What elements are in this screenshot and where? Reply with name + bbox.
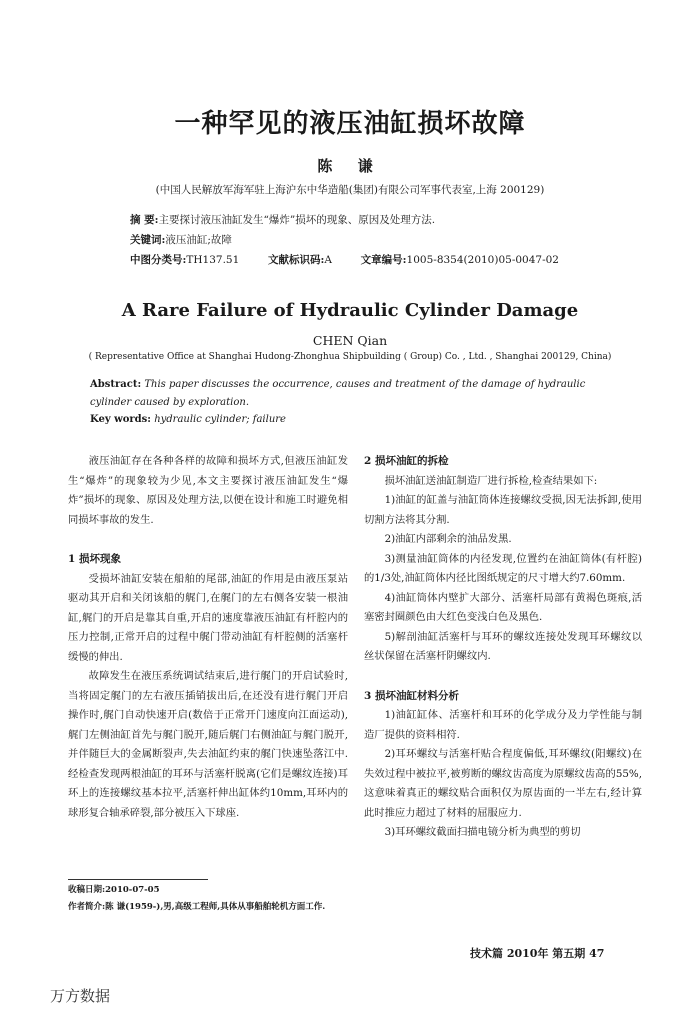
abstract-label: 摘 要: [130, 214, 159, 226]
paper-title: 一种罕见的液压油缸损坏故障 [174, 109, 526, 139]
intro-paragraph: 液压油缸存在各种各样的故障和损坏方式,但液压油缸发生“爆炸”的现象较为少见,本文主要探讨液压油缸发生“爆炸”损坏的现象、原因及处理方法,以便在设计和施工时避免相同损坏事故的发生. [68, 455, 348, 526]
keywords-label: 关键词: [130, 234, 166, 246]
doccode-value: A [324, 254, 332, 266]
author: 陈 谦 [317, 157, 383, 175]
english-title: A Rare Failure of Hydraulic Cylinder Damage [121, 300, 579, 321]
english-affiliation: ( Representative Office at Shanghai Hudong-Zhonghua Shipbuilding ( Group) Co. , Ltd. , Shanghai 200129, China) [88, 352, 612, 362]
section-2-paragraph-3: 2)油缸内部剩余的油品发黑. [384, 533, 512, 545]
section-1-heading: 1 损坏现象 [68, 553, 121, 565]
clc-value: TH137.51 [186, 254, 240, 266]
keywords-text: 液压油缸;故障 [165, 234, 232, 246]
articleno-label: 文章编号: [360, 254, 407, 266]
abstract-text: 主要探讨液压油缸发生“爆炸”损坏的现象、原因及处理方法. [158, 214, 436, 226]
english-abstract-label: Abstract: [90, 379, 142, 390]
page-folio: 技术篇 2010年 第五期 47 [470, 947, 605, 960]
watermark: 万方数据 [50, 987, 111, 1005]
english-abstract [90, 376, 620, 412]
keywords [130, 230, 232, 250]
section-2-paragraph-2: 1)油缸的缸盖与油缸筒体连接螺纹受损,因无法拆卸,使用切割方法将其分割. [364, 494, 642, 526]
articleno-value: 1005-8354(2010)05-0047-02 [406, 254, 559, 266]
section-3-paragraph-2: 2)耳环螺纹与活塞杆贴合程度偏低,耳环螺纹(阳螺纹)在失效过程中被拉平,被剪断的螺纹齿高度为原螺纹齿高的55%,这意味着真正的螺纹贴合面积仅为原齿面的一半左右,经计算此时推应力超过了材料的屈服应力. [364, 748, 642, 819]
section-3-paragraph-3: 3)耳环螺纹截面扫描电镜分析为典型的剪切 [384, 826, 581, 838]
right-column [364, 452, 642, 843]
footnote-divider [68, 879, 208, 880]
english-author: CHEN Qian [312, 333, 388, 348]
clc-label: 中图分类号: [130, 254, 187, 266]
section-2-heading: 2 损坏油缸的拆检 [364, 455, 449, 467]
english-keywords-label: Key words: [90, 414, 151, 425]
received-date: 收稿日期:2010-07-05 [68, 885, 160, 895]
section-2-paragraph-4: 3)测量油缸筒体的内径发现,位置约在油缸筒体(有杆腔)的1/3处,油缸筒体内径比图纸规定的尺寸增大约7.60mm. [364, 552, 642, 584]
affiliation: (中国人民解放军海军驻上海沪东中华造船(集团)有限公司军事代表室,上海 200129) [155, 184, 545, 196]
section-3-paragraph-1: 1)油缸缸体、活塞杆和耳环的化学成分及力学性能与制造厂提供的资料相符. [364, 709, 642, 741]
author-bio: 作者简介:陈 谦(1959-),男,高级工程师,具体从事船舶轮机方面工作. [68, 902, 326, 912]
english-keywords-text: hydraulic cylinder; failure [154, 414, 286, 425]
abstract [130, 210, 435, 230]
english-keywords [90, 414, 620, 425]
left-column [68, 452, 348, 823]
section-1-paragraph-2: 故障发生在液压系统调试结束后,进行艉门的开启试验时,当将固定艉门的左右液压插销拔出后,在还没有进行艉门开启操作时,艉门自动快速开启(数倍于正常开门速度向江面运动),艉门左侧油缸首先与艉门脱开,随后艉门右侧油缸与艉门脱开,并伴随巨大的金属断裂声,失去油缸约束的艉门快速坠落江中.经检查发现两根油缸的耳环与活塞杆脱离(它们是螺纹连接)耳环上的连接螺纹基本拉平,活塞杆伸出缸体约10mm,耳环内的球形复合轴承碎裂,部分被压入下球座. [68, 670, 348, 819]
section-2-paragraph-5: 4)油缸筒体内壁扩大部分、活塞杆局部有黄褐色斑痕,活塞密封圈颜色由大红色变浅白色及黑色. [364, 591, 642, 623]
doccode-label: 文献标识码: [267, 254, 325, 266]
section-3-heading: 3 损坏油缸材料分析 [364, 689, 459, 702]
section-2-paragraph-1: 损坏油缸送油缸制造厂进行拆检,检查结果如下: [384, 474, 598, 487]
english-abstract-text: This paper discusses the occurrence, causes and treatment of the damage of hydraulic cylinder caused by exploration. [90, 379, 586, 408]
section-2-paragraph-6: 5)解剖油缸活塞杆与耳环的螺纹连接处发现耳环螺纹以丝状保留在活塞杆阴螺纹内. [364, 630, 642, 662]
classification-line [130, 250, 559, 270]
section-1-paragraph-1: 受损坏油缸安装在船舶的尾部,油缸的作用是由液压泵站驱动其开启和关闭该船的艉门,在艉门的左右侧各安装一根油缸,艉门的开启是靠其自重,开启的速度靠液压油缸有杆腔内的压力控制,正常开启的过程中艉门带动油缸有杆腔侧的活塞杆缓慢的伸出. [68, 572, 348, 663]
